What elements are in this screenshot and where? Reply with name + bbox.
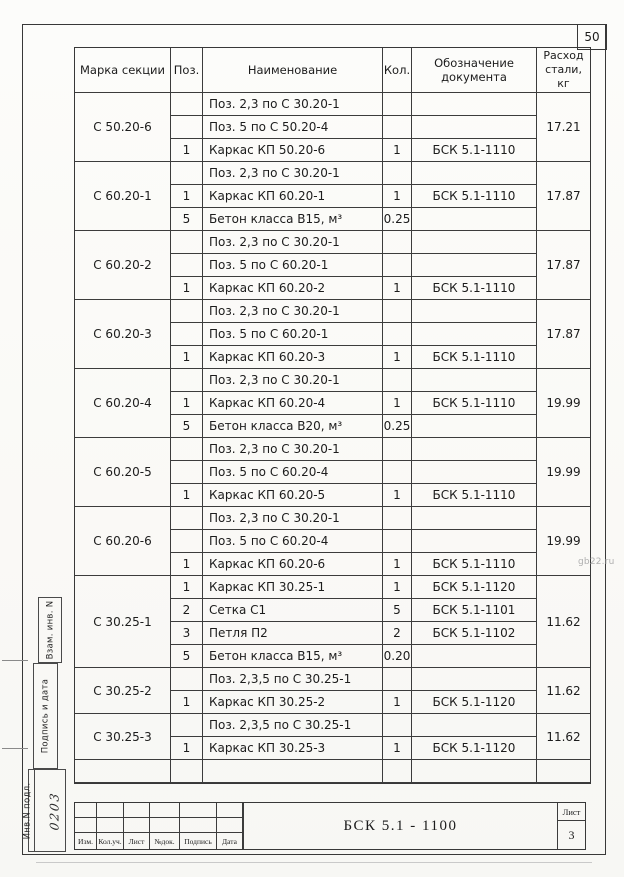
section-group xyxy=(75,162,590,231)
qty-cell: 1 xyxy=(383,737,412,760)
qty-cell: 1 xyxy=(383,139,412,162)
doc-cell: БСК 5.1-1120 xyxy=(412,576,537,599)
doc-cell: БСК 5.1-1110 xyxy=(412,553,537,576)
name-cell: Поз. 2,3,5 по С 30.25-1 xyxy=(203,714,383,737)
pos-cell xyxy=(171,323,203,346)
name-cell: Поз. 2,3 по С 30.20-1 xyxy=(203,162,383,185)
stamp-inv-podl-label: Инв.N подл. xyxy=(22,782,33,839)
qty-cell: 1 xyxy=(383,346,412,369)
page-number: 50 xyxy=(584,30,600,44)
document-designation: БСК 5.1 - 1100 xyxy=(243,803,557,849)
pos-cell: 1 xyxy=(171,737,203,760)
doc-cell xyxy=(412,323,537,346)
mark-cell: С 50.20-6 xyxy=(75,93,171,162)
steel-cell: 17.87 xyxy=(537,300,590,369)
site-watermark: gb22.ru xyxy=(578,557,615,567)
steel-cell: 19.99 xyxy=(537,369,590,438)
doc-cell xyxy=(412,300,537,323)
pos-cell: 5 xyxy=(171,415,203,438)
doc-cell: БСК 5.1-1101 xyxy=(412,599,537,622)
steel-cell xyxy=(537,760,590,783)
mark-cell: С 30.25-1 xyxy=(75,576,171,668)
pos-cell xyxy=(171,231,203,254)
qty-cell xyxy=(383,300,412,323)
doc-cell xyxy=(412,93,537,116)
qty-cell xyxy=(383,530,412,553)
mark-cell xyxy=(75,760,171,783)
pos-cell xyxy=(171,116,203,139)
titleblock-label: Изм. xyxy=(75,833,97,849)
name-cell: Поз. 5 по С 50.20-4 xyxy=(203,116,383,139)
header-mark: Марка секции xyxy=(75,48,171,93)
sheet-number: 3 xyxy=(568,827,575,842)
doc-cell: БСК 5.1-1110 xyxy=(412,139,537,162)
inventory-number-handwritten: 0203 xyxy=(47,790,62,831)
name-cell: Каркас КП 60.20-1 xyxy=(203,185,383,208)
name-cell xyxy=(203,760,383,783)
qty-cell xyxy=(383,116,412,139)
pos-cell: 1 xyxy=(171,139,203,162)
header-pos: Поз. xyxy=(171,48,203,93)
steel-cell: 19.99 xyxy=(537,507,590,576)
qty-cell: 0.25 xyxy=(383,415,412,438)
doc-cell xyxy=(412,714,537,737)
section-group xyxy=(75,760,590,783)
section-group xyxy=(75,668,590,714)
steel-cell: 11.62 xyxy=(537,714,590,760)
doc-cell: БСК 5.1-1110 xyxy=(412,185,537,208)
titleblock-label: №док. xyxy=(150,833,180,849)
pos-cell: 1 xyxy=(171,576,203,599)
section-group xyxy=(75,231,590,300)
doc-cell: БСК 5.1-1110 xyxy=(412,484,537,507)
qty-cell xyxy=(383,760,412,783)
pos-cell: 5 xyxy=(171,645,203,668)
name-cell: Поз. 2,3,5 по С 30.25-1 xyxy=(203,668,383,691)
doc-cell xyxy=(412,507,537,530)
titleblock-label: Лист xyxy=(124,833,150,849)
pos-cell: 3 xyxy=(171,622,203,645)
name-cell: Поз. 2,3 по С 30.20-1 xyxy=(203,438,383,461)
mark-cell: С 60.20-4 xyxy=(75,369,171,438)
mark-cell: С 30.25-3 xyxy=(75,714,171,760)
title-block xyxy=(75,803,585,849)
qty-cell xyxy=(383,254,412,277)
doc-cell xyxy=(412,530,537,553)
qty-cell: 0.25 xyxy=(383,208,412,231)
doc-cell: БСК 5.1-1120 xyxy=(412,737,537,760)
doc-cell xyxy=(412,208,537,231)
pos-cell: 1 xyxy=(171,484,203,507)
name-cell: Каркас КП 60.20-3 xyxy=(203,346,383,369)
titleblock-cell xyxy=(217,818,243,833)
titleblock-cell xyxy=(97,818,124,833)
pos-cell xyxy=(171,507,203,530)
doc-cell xyxy=(412,668,537,691)
mark-cell: С 60.20-6 xyxy=(75,507,171,576)
pos-cell: 1 xyxy=(171,277,203,300)
qty-cell: 1 xyxy=(383,185,412,208)
steel-cell: 19.99 xyxy=(537,438,590,507)
doc-cell: БСК 5.1-1110 xyxy=(412,392,537,415)
spec-table-body xyxy=(75,93,590,783)
qty-cell: 2 xyxy=(383,622,412,645)
mark-cell: С 60.20-1 xyxy=(75,162,171,231)
titleblock-label: Дата xyxy=(217,833,243,849)
doc-cell: БСК 5.1-1110 xyxy=(412,277,537,300)
doc-cell: БСК 5.1-1102 xyxy=(412,622,537,645)
name-cell: Поз. 2,3 по С 30.20-1 xyxy=(203,93,383,116)
titleblock-label: Подпись xyxy=(180,833,217,849)
section-group xyxy=(75,369,590,438)
titleblock-cell xyxy=(97,803,124,818)
qty-cell xyxy=(383,668,412,691)
steel-cell: 17.87 xyxy=(537,231,590,300)
qty-cell xyxy=(383,369,412,392)
qty-cell xyxy=(383,507,412,530)
doc-cell xyxy=(412,415,537,438)
section-group xyxy=(75,507,590,576)
sheet-box xyxy=(557,803,585,849)
pos-cell xyxy=(171,254,203,277)
page-number-box xyxy=(577,24,607,50)
qty-cell: 1 xyxy=(383,484,412,507)
titleblock-cell xyxy=(150,818,180,833)
pos-cell xyxy=(171,714,203,737)
name-cell: Поз. 5 по С 60.20-4 xyxy=(203,530,383,553)
name-cell: Каркас КП 30.25-1 xyxy=(203,576,383,599)
doc-cell xyxy=(412,231,537,254)
doc-cell xyxy=(412,645,537,668)
stamp-inv-podl-labelbox xyxy=(20,770,35,851)
qty-cell xyxy=(383,323,412,346)
titleblock-small-grid xyxy=(75,803,243,849)
pos-cell xyxy=(171,93,203,116)
mark-cell: С 60.20-2 xyxy=(75,231,171,300)
titleblock-cell xyxy=(124,818,150,833)
name-cell: Каркас КП 60.20-6 xyxy=(203,553,383,576)
header-steel: Расход стали, кг xyxy=(537,48,590,93)
qty-cell: 5 xyxy=(383,599,412,622)
pos-cell xyxy=(171,369,203,392)
section-group xyxy=(75,714,590,760)
qty-cell: 1 xyxy=(383,553,412,576)
pos-cell: 5 xyxy=(171,208,203,231)
stamp-vzam-inv xyxy=(38,597,62,663)
spec-table xyxy=(75,48,590,783)
qty-cell xyxy=(383,93,412,116)
pos-cell: 1 xyxy=(171,185,203,208)
scan-artifact-line xyxy=(36,862,592,863)
fold-mark xyxy=(2,660,28,661)
section-group xyxy=(75,438,590,507)
name-cell: Поз. 5 по С 60.20-1 xyxy=(203,254,383,277)
titleblock-label: Кол.уч. xyxy=(97,833,124,849)
doc-cell xyxy=(412,438,537,461)
header-qty: Кол. xyxy=(383,48,412,93)
section-group xyxy=(75,300,590,369)
steel-cell: 17.21 xyxy=(537,93,590,162)
doc-cell: БСК 5.1-1120 xyxy=(412,691,537,714)
stamp-inv-podl-valuebox xyxy=(35,770,74,851)
pos-cell: 2 xyxy=(171,599,203,622)
doc-cell xyxy=(412,369,537,392)
qty-cell: 1 xyxy=(383,576,412,599)
steel-cell: 17.87 xyxy=(537,162,590,231)
name-cell: Бетон класса В20, м³ xyxy=(203,415,383,438)
doc-cell xyxy=(412,162,537,185)
name-cell: Поз. 2,3 по С 30.20-1 xyxy=(203,231,383,254)
name-cell: Поз. 2,3 по С 30.20-1 xyxy=(203,369,383,392)
name-cell: Каркас КП 60.20-5 xyxy=(203,484,383,507)
header-name: Наименование xyxy=(203,48,383,93)
name-cell: Бетон класса В15, м³ xyxy=(203,645,383,668)
titleblock-cell xyxy=(180,818,217,833)
qty-cell: 0.20 xyxy=(383,645,412,668)
pos-cell xyxy=(171,300,203,323)
sheet-label: Лист xyxy=(558,803,585,821)
mark-cell: С 60.20-3 xyxy=(75,300,171,369)
stamp-inv-podl xyxy=(22,769,66,852)
section-group xyxy=(75,576,590,668)
mark-cell: С 30.25-2 xyxy=(75,668,171,714)
pos-cell xyxy=(171,530,203,553)
pos-cell xyxy=(171,461,203,484)
titleblock-cell xyxy=(124,803,150,818)
titleblock-cell xyxy=(150,803,180,818)
stamp-podpis-data-label: Подпись и дата xyxy=(40,678,51,754)
titleblock-cell xyxy=(217,803,243,818)
qty-cell: 1 xyxy=(383,392,412,415)
stamp-vzam-inv-label: Взам. инв. N xyxy=(45,600,55,660)
qty-cell xyxy=(383,714,412,737)
name-cell: Бетон класса В15, м³ xyxy=(203,208,383,231)
section-group xyxy=(75,93,590,162)
steel-cell: 11.62 xyxy=(537,668,590,714)
fold-mark xyxy=(2,748,28,749)
pos-cell xyxy=(171,760,203,783)
qty-cell xyxy=(383,461,412,484)
pos-cell: 1 xyxy=(171,346,203,369)
doc-cell xyxy=(412,254,537,277)
doc-cell: БСК 5.1-1110 xyxy=(412,346,537,369)
titleblock-cell xyxy=(75,803,97,818)
name-cell: Поз. 2,3 по С 30.20-1 xyxy=(203,507,383,530)
qty-cell: 1 xyxy=(383,691,412,714)
doc-cell xyxy=(412,116,537,139)
qty-cell xyxy=(383,231,412,254)
header-doc: Обозначение документа xyxy=(412,48,537,93)
name-cell: Сетка С1 xyxy=(203,599,383,622)
mark-cell: С 60.20-5 xyxy=(75,438,171,507)
name-cell: Каркас КП 60.20-2 xyxy=(203,277,383,300)
pos-cell xyxy=(171,162,203,185)
spec-table-header xyxy=(75,48,590,93)
stamp-podpis-data xyxy=(33,663,58,769)
doc-cell xyxy=(412,461,537,484)
pos-cell: 1 xyxy=(171,691,203,714)
titleblock-cell xyxy=(75,818,97,833)
name-cell: Каркас КП 30.25-2 xyxy=(203,691,383,714)
qty-cell xyxy=(383,438,412,461)
name-cell: Каркас КП 50.20-6 xyxy=(203,139,383,162)
pos-cell: 1 xyxy=(171,392,203,415)
pos-cell xyxy=(171,438,203,461)
qty-cell: 1 xyxy=(383,277,412,300)
name-cell: Каркас КП 60.20-4 xyxy=(203,392,383,415)
steel-cell: 11.62 xyxy=(537,576,590,668)
name-cell: Поз. 5 по С 60.20-4 xyxy=(203,461,383,484)
qty-cell xyxy=(383,162,412,185)
name-cell: Поз. 5 по С 60.20-1 xyxy=(203,323,383,346)
doc-cell xyxy=(412,760,537,783)
name-cell: Петля П2 xyxy=(203,622,383,645)
pos-cell: 1 xyxy=(171,553,203,576)
name-cell: Поз. 2,3 по С 30.20-1 xyxy=(203,300,383,323)
titleblock-cell xyxy=(180,803,217,818)
pos-cell xyxy=(171,668,203,691)
name-cell: Каркас КП 30.25-3 xyxy=(203,737,383,760)
